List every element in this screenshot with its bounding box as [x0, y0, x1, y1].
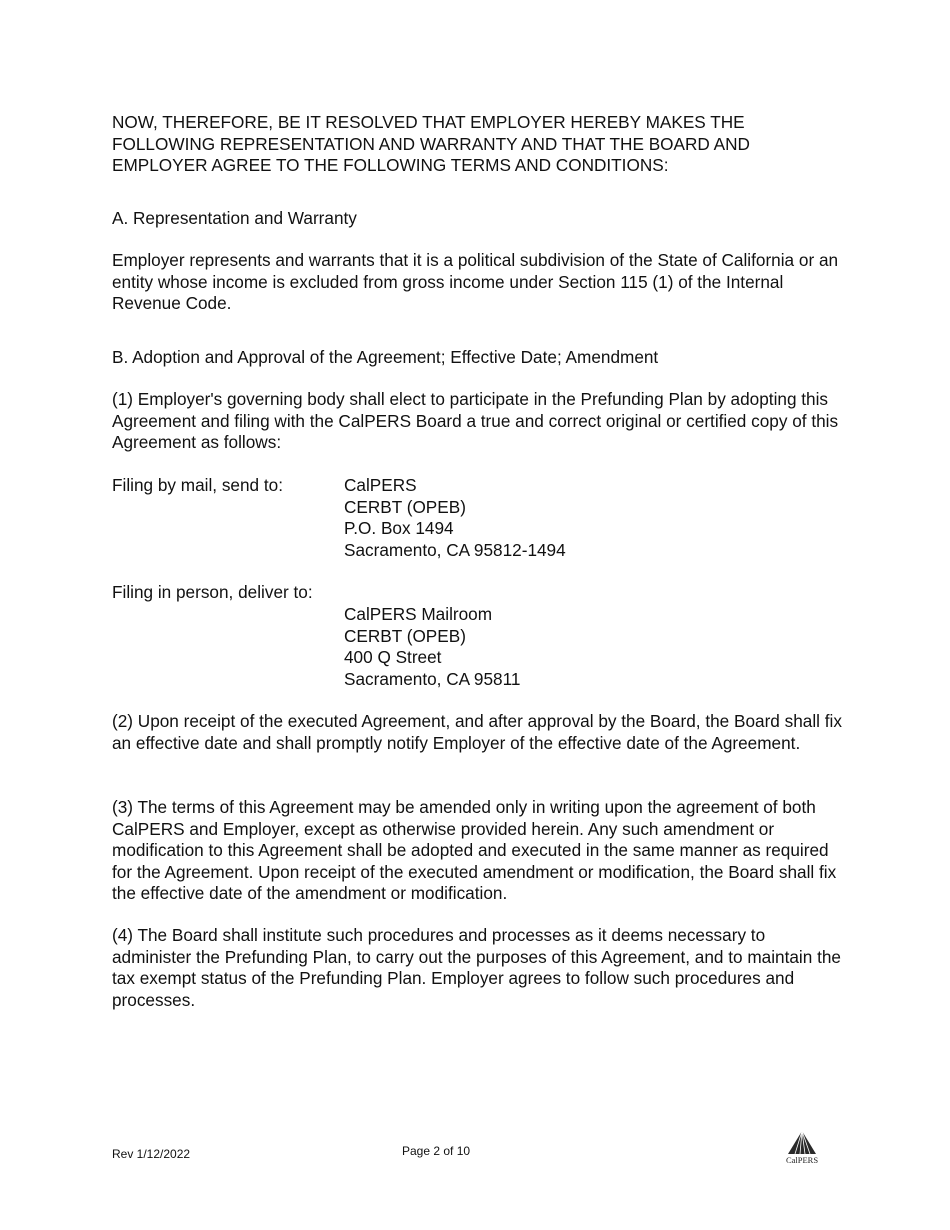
mail-address	[344, 475, 566, 561]
section-a-heading: A. Representation and Warranty	[112, 208, 357, 228]
page-number: Page 2 of 10	[402, 1144, 471, 1158]
resolution-paragraph: NOW, THEREFORE, BE IT RESOLVED THAT EMPLOYER HEREBY MAKES THE FOLLOWING REPRESENTATION AND WARRANTY AND THAT THE BOARD AND EMPLOYER AGREE TO THE FOLLOWING TERMS AND CONDITIONS:	[112, 112, 750, 175]
section-b-paragraph-1: (1) Employer's governing body shall elect to participate in the Prefunding Plan by adopting this Agreement and filing with the CalPERS Board a true and correct original or certified copy of this Agreement as follows:	[112, 389, 839, 452]
section-a-body: Employer represents and warrants that it is a political subdivision of the State of California or an entity whose income is excluded from gross income under Section 115 (1) of the Internal Revenue Code.	[112, 250, 839, 313]
filing-by-mail-label: Filing by mail, send to:	[112, 475, 283, 495]
calpers-logo-text: CalPERS	[785, 1155, 819, 1165]
mail-address-line: Sacramento, CA 95812-1494	[344, 539, 566, 560]
person-address-line: Sacramento, CA 95811	[344, 668, 521, 689]
person-address-line: 400 Q Street	[344, 647, 442, 667]
person-address-line: CalPERS Mailroom	[344, 604, 493, 624]
filing-in-person-label: Filing in person, deliver to:	[112, 582, 313, 602]
mail-address-line: CERBT (OPEB)	[344, 496, 466, 517]
mail-address-line: CalPERS	[344, 475, 417, 495]
person-address-line: CERBT (OPEB)	[344, 625, 466, 646]
calpers-logo-icon	[787, 1130, 817, 1155]
section-b-paragraph-3: (3) The terms of this Agreement may be amended only in writing upon the agreement of both CalPERS and Employer, except as otherwise provided herein. Any such amendment or modification to this Agreement shall be adopted and executed in the same manner as required for the Agreement. Upon receipt of the executed amendment or modification, the Board shall fix the effective date of the amendment or modification.	[112, 797, 837, 903]
revision-date: Rev 1/12/2022	[112, 1147, 191, 1161]
mail-address-line: P.O. Box 1494	[344, 518, 454, 538]
section-b-heading: B. Adoption and Approval of the Agreement; Effective Date; Amendment	[112, 347, 659, 367]
section-b-paragraph-4: (4) The Board shall institute such procedures and processes as it deems necessary to administer the Prefunding Plan, to carry out the purposes of this Agreement, and to maintain the tax exempt status of the Prefunding Plan. Employer agrees to follow such procedures and processes.	[112, 925, 841, 1010]
calpers-logo	[784, 1130, 820, 1168]
person-address	[344, 604, 520, 690]
section-b-paragraph-2: (2) Upon receipt of the executed Agreement, and after approval by the Board, the Board shall fix an effective date and shall promptly notify Employer of the effective date of the Agreement.	[112, 711, 842, 753]
